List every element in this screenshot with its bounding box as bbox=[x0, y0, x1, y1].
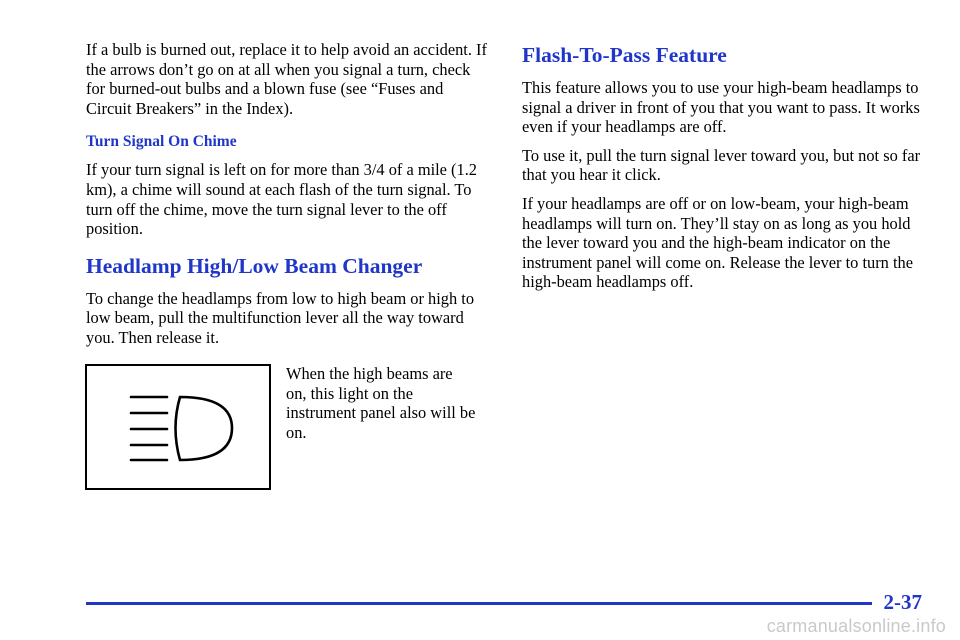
right-column bbox=[522, 40, 922, 292]
page-number: 2-37 bbox=[883, 590, 922, 614]
flash-to-pass-heading: Flash-To-Pass Feature bbox=[522, 43, 727, 67]
high-beam-indicator-icon bbox=[87, 366, 273, 492]
turn-signal-chime-subheading: Turn Signal On Chime bbox=[86, 133, 237, 151]
footer-rule bbox=[86, 602, 872, 605]
flash-to-pass-paragraph-1: This feature allows you to use your high-beam headlamps to signal a driver in front of you that you want to pass. It works even if your headlamps are off. bbox=[522, 78, 920, 137]
high-beam-caption: When the high beams are on, this light on the instrument panel also will be on. bbox=[286, 364, 476, 442]
flash-to-pass-paragraph-3: If your headlamps are off or on low-beam, your high-beam headlamps will turn on. They’ll stay on as long as you hold the lever toward you and the high-beam indicator on the instrument panel will come on. Release the lever to turn the high-beam headlamps off. bbox=[522, 193, 913, 292]
high-beam-indicator-box bbox=[85, 364, 271, 490]
beam-change-paragraph: To change the headlamps from low to high beam or high to low beam, pull the multifunction lever all the way toward you. Then release it. bbox=[86, 288, 475, 347]
left-column bbox=[86, 40, 490, 348]
watermark: carmanualsonline.info bbox=[766, 616, 946, 636]
chime-paragraph: If your turn signal is left on for more than 3/4 of a mile (1.2 km), a chime will sound at each flash of the turn signal. To turn off the chime, move the turn signal lever to the off position. bbox=[86, 160, 478, 239]
flash-to-pass-paragraph-2: To use it, pull the turn signal lever toward you, but not so far that you hear it click. bbox=[522, 145, 921, 185]
headlamp-beam-changer-heading: Headlamp High/Low Beam Changer bbox=[86, 253, 423, 278]
bulb-paragraph: If a bulb is burned out, replace it to help avoid an accident. If the arrows don’t go on at all when you signal a turn, check for burned-out bulbs and a blown fuse (see “Fuses and Circuit Breakers” in the Index). bbox=[86, 40, 487, 118]
